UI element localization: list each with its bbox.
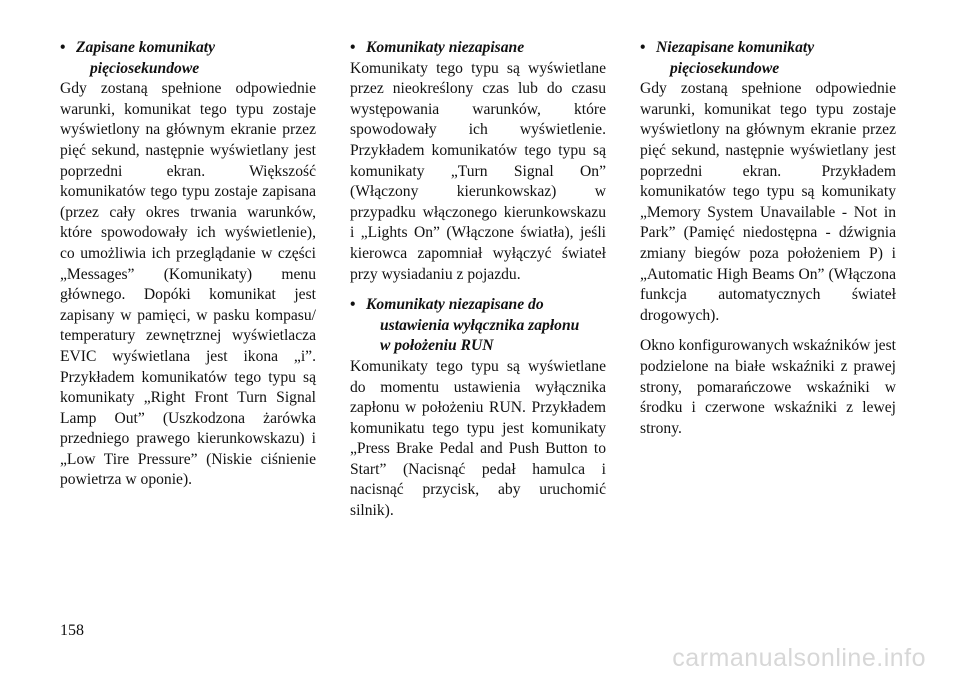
section-heading-stored-five-second-messages bbox=[60, 38, 316, 79]
spacer bbox=[350, 285, 606, 295]
column-2 bbox=[350, 38, 606, 522]
heading-line: pięciosekundowe bbox=[670, 59, 780, 77]
page-number: 158 bbox=[60, 622, 84, 639]
section-heading-unstored-until-run bbox=[350, 295, 606, 357]
paragraph-stored-messages: Gdy zostaną spełnione odpowiednie warunki, komunikat tego typu zostaje wyświetlony na głównym ekranie przez pięć sekund, następnie wyświetlany jest poprzedni ekran. Większość komunikatów tego typu zostaje zapisana (przez cały okres trwania warunków, które spowodowały ich wyświetlenie), co umożliwia ich przeglądanie w części „Messages” (Komunikaty) menu głównego. Dopóki komunikat jest zapisany w pamięci, w pasku kompasu/ temperatury zewnętrznej wyświetlacza EVIC wyświetlana jest ikona „i”. Przykładem komunikatów tego typu są komunikaty „Right Front Turn Signal Lamp Out” (Uszkodzona żarówka przedniego prawego kierunkowskazu) i „Low Tire Pressure” (Niskie ciśnienie powietrza w oponie). bbox=[60, 80, 316, 489]
column-3 bbox=[640, 38, 896, 439]
heading-line: • Komunikaty niezapisane bbox=[366, 39, 525, 56]
column-1 bbox=[60, 38, 316, 491]
paragraph-unstored-five-second: Gdy zostaną spełnione odpowiednie warunki, komunikat tego typu zostaje wyświetlony na głównym ekranie przez pięć sekund, następnie wyświetlany jest poprzedni ekran. Przykładem komunikatów tego typu są komunikaty „Memory System Unavailable - Not in Park” (Pamięć niedostępna - dźwignia zmiany biegów poza położeniem P) i „Automatic High Beams On” (Włączona funkcja automatycznych świateł drogowych). bbox=[640, 80, 896, 324]
heading-line: • Zapisane komunikaty bbox=[76, 39, 216, 56]
section-heading-unstored-five-second-messages bbox=[640, 38, 896, 79]
heading-line: ustawienia wyłącznika zapłonu bbox=[380, 316, 580, 334]
paragraph-indicator-window: Okno konfigurowanych wskaźników jest podzielone na białe wskaźniki z prawej strony, pomarańczowe wskaźniki w środku i czerwone wskaźniki z lewej strony. bbox=[640, 337, 896, 437]
section-heading-unstored-messages bbox=[350, 38, 606, 59]
paragraph-unstored-messages: Komunikaty tego typu są wyświetlane przez nieokreślony czas lub do czasu występowania warunków, które spowodowały ich wyświetlenie. Przykładem komunikatów tego typu są komunikaty „Turn Signal On” (Włączony kierunkowskaz) w przypadku włączonego kierunkowskazu i „Lights On” (Włączone światła), jeśli kierowca zapomniał wyłączyć świateł przy wysiadaniu z pojazdu. bbox=[350, 59, 606, 283]
heading-line: w położeniu RUN bbox=[380, 337, 494, 355]
heading-line: • Niezapisane komunikaty bbox=[656, 39, 815, 56]
watermark: carmanualsonline.info bbox=[672, 644, 926, 672]
heading-line: • Komunikaty niezapisane do bbox=[366, 296, 544, 314]
spacer bbox=[640, 326, 896, 336]
paragraph-unstored-until-run: Komunikaty tego typu są wyświetlane do momentu ustawienia wyłącznika zapłonu w położeniu RUN. Przykładem komunikatu tego typu jest komunikaty „Press Brake Pedal and Push Button to Start” (Nacisnąć pedał hamulca i nacisnąć przycisk, aby uruchomić silnik). bbox=[350, 357, 606, 520]
heading-line: pięciosekundowe bbox=[90, 59, 200, 77]
